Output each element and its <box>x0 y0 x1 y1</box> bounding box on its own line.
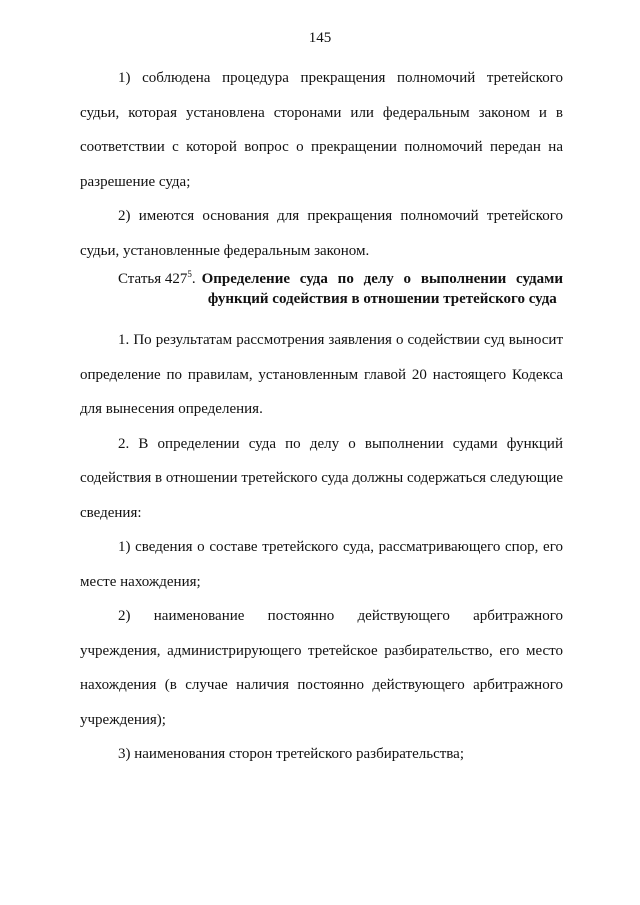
paragraph-clause-2: 2. В определении суда по делу о выполнении судами функций содействия в отношении третейского суда должны содержаться следующие сведения: <box>80 435 563 521</box>
paragraph-clause-1: 1. По результатам рассмотрения заявления о содействии суд выносит определение по правилам, установленным главой 20 настоящего Кодекса для вынесения определения. <box>80 332 563 417</box>
paragraph-item-2-grounds: 2) имеются основания для прекращения полномочий третейского судьи, установленные федеральным законом. <box>80 208 563 259</box>
paragraph-item-1-procedure: 1) соблюдена процедура прекращения полномочий третейского судьи, которая установлена сторонами или федеральным законом и в соответствии с которой вопрос о прекращении полномочий передан на разрешение суда; <box>80 70 563 190</box>
paragraph-subitem-1-composition: 1) сведения о составе третейского суда, рассматривающего спор, его месте нахождения; <box>80 539 563 590</box>
article-heading <box>80 270 563 309</box>
article-superscript: 5 <box>187 269 192 279</box>
article-title: Определение суда по делу о выполнении судами функций содействия в отношении третейского суда <box>201 271 563 307</box>
paragraph-subitem-2-institution: 2) наименование постоянно действующего арбитражного учреждения, администрирующего третейское разбирательство, его место нахождения (в случае наличия постоянно действующего арбитражного учреждения); <box>80 608 563 728</box>
paragraph-subitem-3-parties: 3) наименования сторон третейского разбирательства; <box>118 746 464 762</box>
page-number: 145 <box>308 30 332 46</box>
article-number: Статья $427^5$. <box>118 269 196 287</box>
document-body <box>80 61 563 772</box>
